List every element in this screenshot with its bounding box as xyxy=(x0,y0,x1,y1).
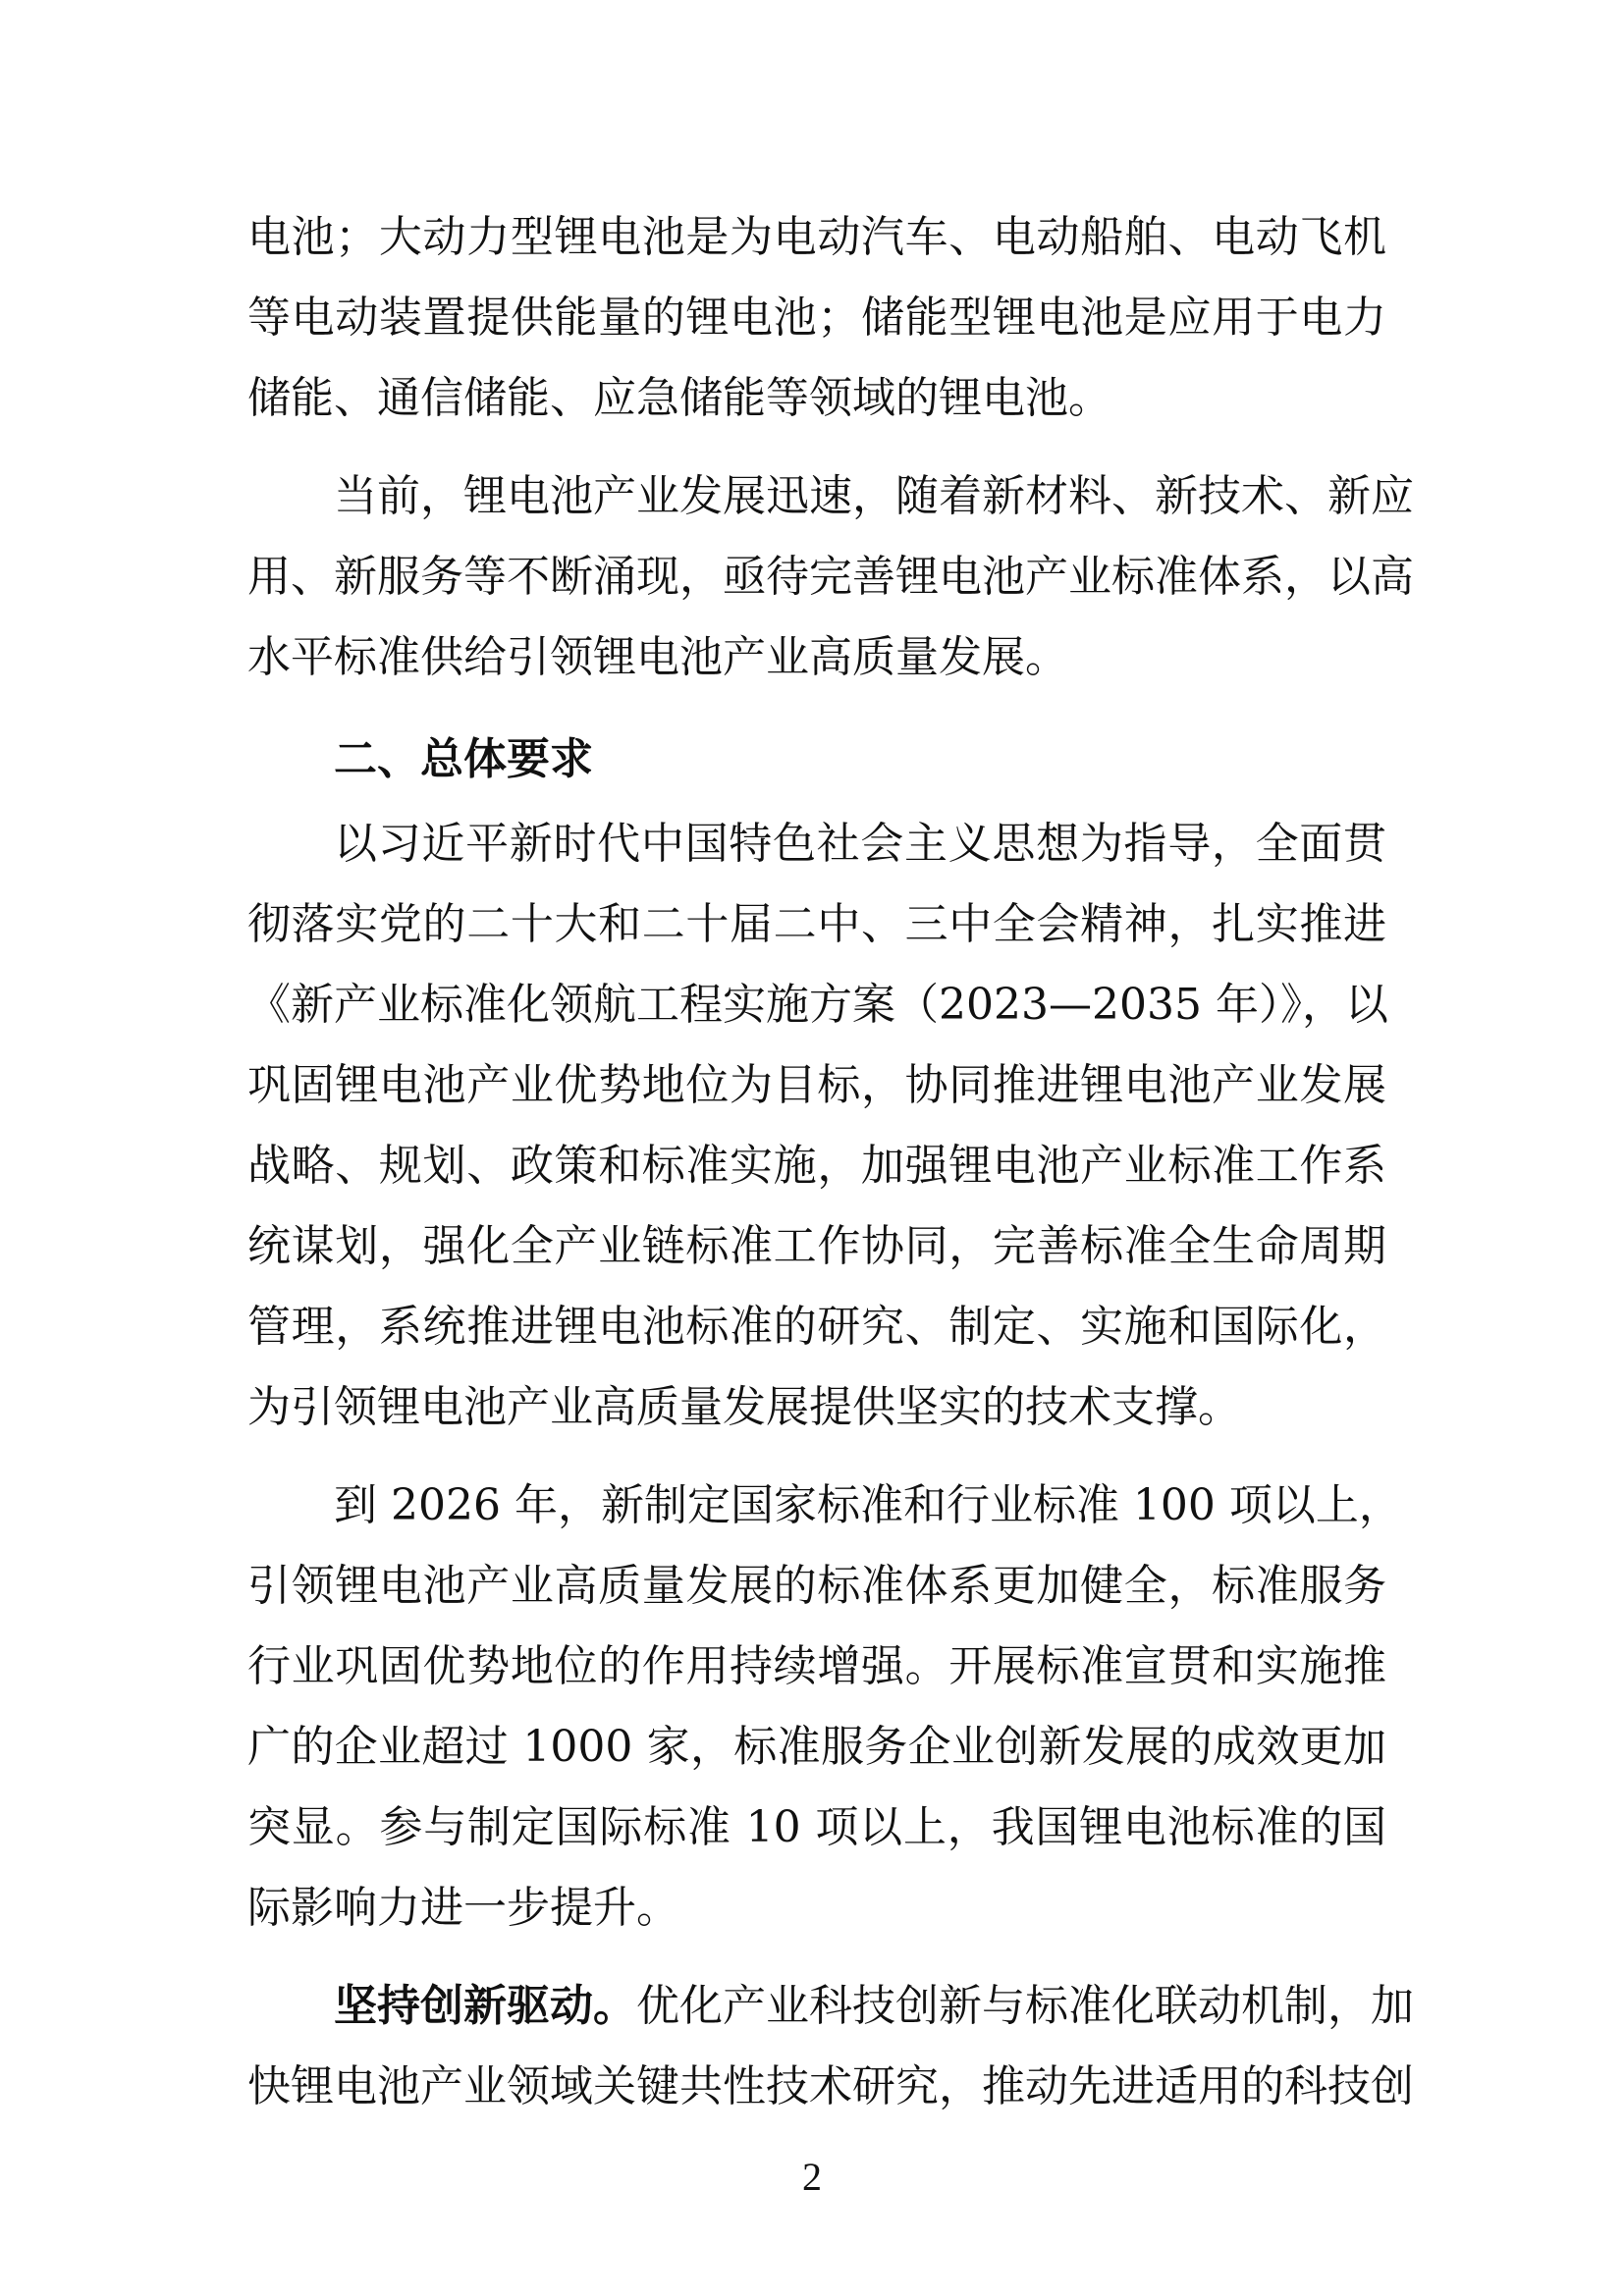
body-text-line: 突显。参与制定国际标准 10 项以上，我国锂电池标准的国 xyxy=(247,1802,1386,1852)
body-text-line: 引领锂电池产业高质量发展的标准体系更加健全，标准服务 xyxy=(247,1561,1386,1611)
body-text-line: 彻落实党的二十大和二十届二中、三中全会精神，扎实推进 xyxy=(247,899,1386,949)
body-text-line: 为引领锂电池产业高质量发展提供坚实的技术支撑。 xyxy=(247,1382,1241,1432)
body-text-line: 《新产业标准化领航工程实施方案（2023—2035 年）》，以 xyxy=(247,980,1388,1030)
body-text-line: 水平标准供给引领锂电池产业高质量发展。 xyxy=(247,632,1068,682)
body-text-line: 等电动装置提供能量的锂电池；储能型锂电池是应用于电力 xyxy=(247,293,1386,343)
body-text-line: 电池；大动力型锂电池是为电动汽车、电动船舶、电动飞机 xyxy=(247,212,1386,262)
body-text-line: 快锂电池产业领域关键共性技术研究，推动先进适用的科技创 xyxy=(247,2061,1414,2111)
bold-lead-phrase: 坚持创新驱动。 xyxy=(334,1981,636,2031)
section-heading: 二、总体要求 xyxy=(334,734,593,784)
body-text-line: 到 2026 年，新制定国家标准和行业标准 100 项以上， xyxy=(334,1480,1402,1530)
body-text-line: 统谋划，强化全产业链标准工作协同，完善标准全生命周期 xyxy=(247,1221,1386,1271)
body-text-line: 行业巩固优势地位的作用持续增强。开展标准宣贯和实施推 xyxy=(247,1641,1386,1691)
body-text-line: 当前，锂电池产业发展迅速，随着新材料、新技术、新应 xyxy=(334,471,1414,521)
body-text-line: 广的企业超过 1000 家，标准服务企业创新发展的成效更加 xyxy=(247,1722,1386,1772)
page-number: 2 xyxy=(802,2155,822,2199)
body-text-line: 以习近平新时代中国特色社会主义思想为指导，全面贯 xyxy=(334,819,1386,869)
body-text-line: 战略、规划、政策和标准实施，加强锂电池产业标准工作系 xyxy=(247,1141,1386,1191)
body-text-line: 储能、通信储能、应急储能等领域的锂电池。 xyxy=(247,373,1111,423)
body-text-fragment: 优化产业科技创新与标准化联动机制，加 xyxy=(636,1981,1414,2031)
body-text-line: 巩固锂电池产业优势地位为目标，协同推进锂电池产业发展 xyxy=(247,1060,1386,1110)
body-text-line: 际影响力进一步提升。 xyxy=(247,1883,679,1933)
body-text-line: 用、新服务等不断涌现，亟待完善锂电池产业标准体系，以高 xyxy=(247,552,1414,602)
body-text-line xyxy=(334,1981,1414,2040)
body-text-line: 管理，系统推进锂电池标准的研究、制定、实施和国际化， xyxy=(247,1302,1386,1352)
